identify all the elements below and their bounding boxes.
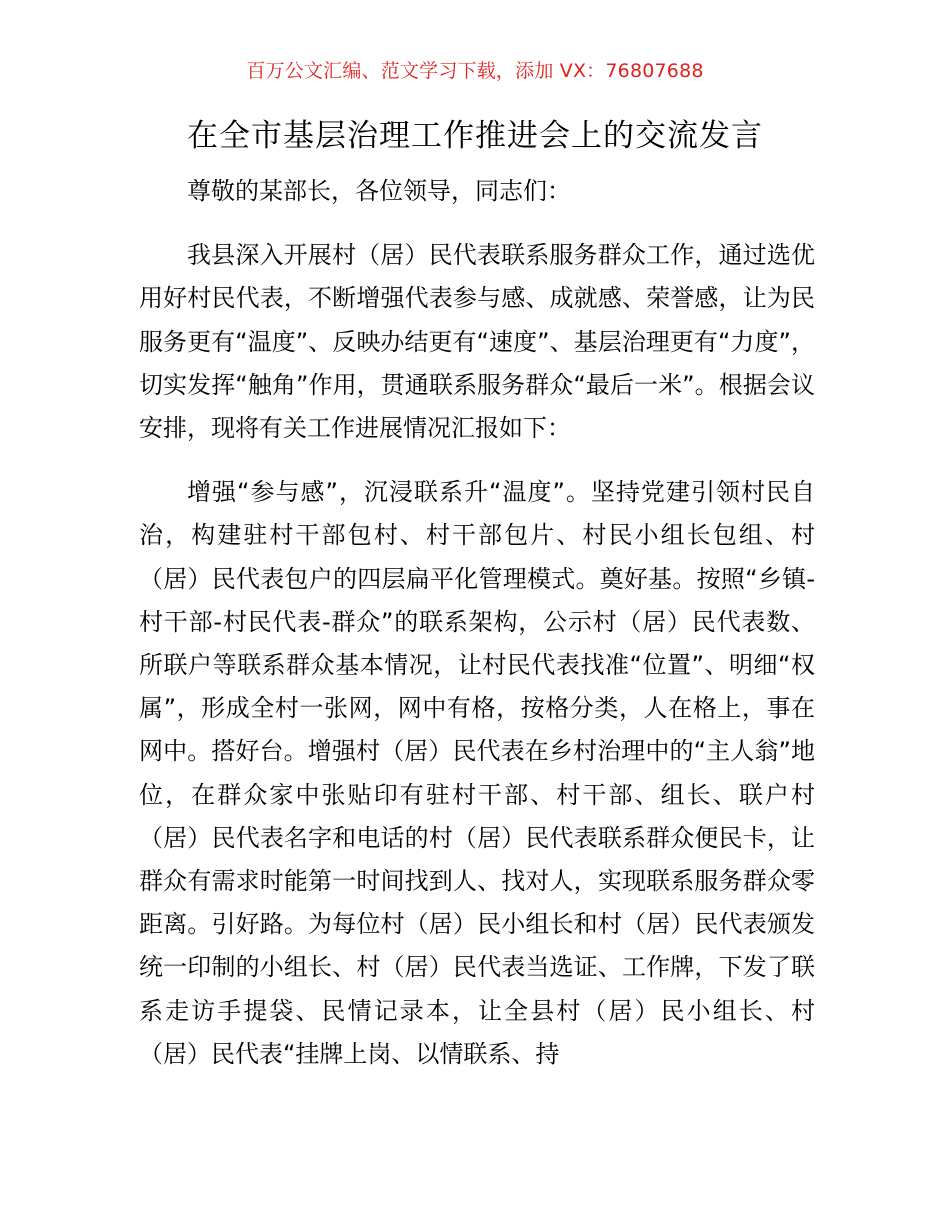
document-title: 在全市基层治理工作推进会上的交流发言 (187, 118, 763, 154)
header-banner: 百万公文汇编、范文学习下载，添加 VX：76807688 (246, 60, 704, 82)
salutation: 尊敬的某部长，各位领导，同志们： (187, 177, 571, 205)
paragraph: 我县深入开展村（居）民代表联系服务群众工作，通过选优用好村民代表，不断增强代表参与感、成就感、荣誉感，让为民服务更有“温度”、反映办结更有“速度”、基层治理更有“力度”，切实发挥“触角”作用，贯通联系服务群众“最后一米”。根据会议安排，现将有关工作进展情况汇报如下： (139, 241, 815, 443)
document-body (139, 170, 815, 1076)
paragraph: 增强“参与感”，沉浸联系升“温度”。坚持党建引领村民自治，构建驻村干部包村、村干部包片、村民小组长包组、村（居）民代表包户的四层扁平化管理模式。奠好基。按照“乡镇-村干部-村民代表-群众”的联系架构，公示村（居）民代表数、所联户等联系群众基本情况，让村民代表找准“位置”、明细“权属”，形成全村一张网，网中有格，按格分类，人在格上，事在网中。搭好台。增强村（居）民代表在乡村治理中的“主人翁”地位，在群众家中张贴印有驻村干部、村干部、组长、联户村（居）民代表名字和电话的村（居）民代表联系群众便民卡，让群众有需求时能第一时间找到人、找对人，实现联系服务群众零距离。引好路。为每位村（居）民小组长和村（居）民代表颁发统一印制的小组长、村（居）民代表当选证、工作牌，下发了联系走访手提袋、民情记录本，让全县村（居）民小组长、村（居）民代表“挂牌上岗、以情联系、持 (139, 478, 815, 1068)
